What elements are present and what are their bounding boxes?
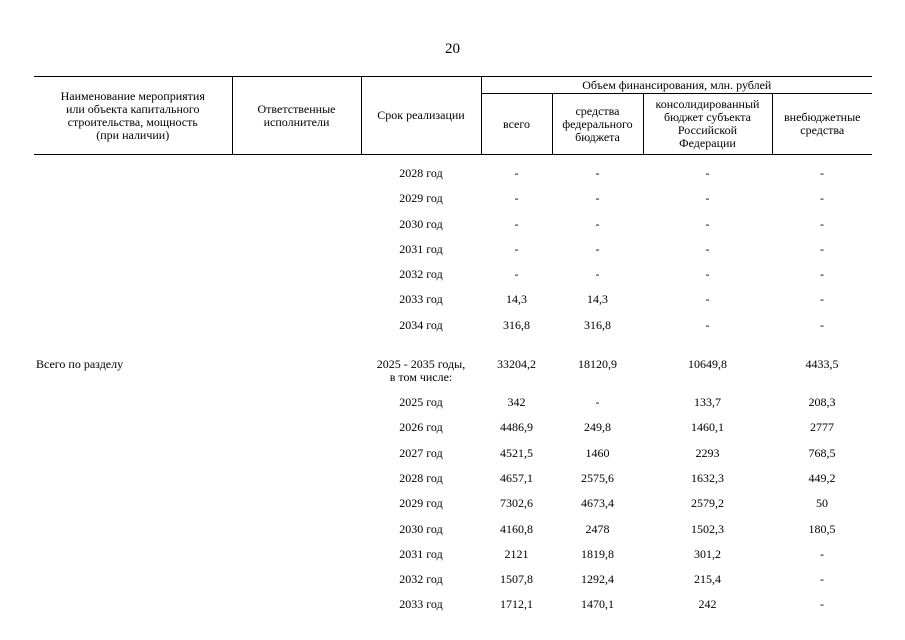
cell-federal: 1460 <box>585 445 610 460</box>
cell-federal: 14,3 <box>587 292 608 307</box>
cell-name <box>34 417 232 442</box>
cell-federal: 2575,6 <box>581 470 614 485</box>
cell-total: - <box>514 216 519 231</box>
cell-total: - <box>514 166 519 180</box>
cell-name <box>34 264 232 289</box>
cell-total: 342 <box>507 395 526 410</box>
cell-federal: 1292,4 <box>581 572 614 587</box>
cell-name <box>34 544 232 569</box>
cell-year: 2032 год <box>399 267 443 282</box>
cell-executors <box>232 214 361 239</box>
cell-federal: 1819,8 <box>581 546 614 561</box>
cell-extrabudget: 2777 <box>810 420 834 435</box>
cell-regional: 1460,1 <box>691 420 724 435</box>
cell-executors <box>232 569 361 594</box>
cell-extrabudget: - <box>820 191 824 206</box>
table-row <box>34 264 872 289</box>
cell-extrabudget: - <box>820 292 824 307</box>
cell-year: 2030 год <box>399 521 443 536</box>
table-row <box>34 163 872 188</box>
cell-regional: 10649,8 <box>688 357 727 372</box>
cell-name <box>34 214 232 239</box>
table-row <box>34 214 872 239</box>
header-total: всего <box>481 94 552 155</box>
cell-federal: 4673,4 <box>581 496 614 511</box>
cell-total: 4160,8 <box>500 521 533 536</box>
cell-name <box>34 239 232 264</box>
cell-executors <box>232 392 361 417</box>
cell-total: 4486,9 <box>500 420 533 435</box>
cell-executors <box>232 493 361 518</box>
cell-year: 2028 год <box>399 470 443 485</box>
cell-total: 2121 <box>504 546 529 561</box>
cell-executors <box>232 188 361 213</box>
cell-regional: 215,4 <box>694 572 721 587</box>
header-executors: Ответственные исполнители <box>232 77 361 155</box>
cell-year: 2030 год <box>399 216 443 231</box>
cell-name <box>34 594 232 619</box>
cell-year: 2029 год <box>399 191 443 206</box>
cell-federal: - <box>595 241 600 256</box>
cell-year: 2031 год <box>399 241 443 256</box>
cell-federal: - <box>595 267 600 282</box>
table-row <box>34 519 872 544</box>
cell-year: 2033 год <box>399 292 443 307</box>
cell-regional: - <box>705 292 710 307</box>
cell-year: 2034 год <box>399 317 443 332</box>
table-row <box>34 569 872 594</box>
cell-name <box>34 392 232 417</box>
cell-executors <box>232 443 361 468</box>
cell-regional: - <box>705 216 710 231</box>
table-row <box>34 315 872 340</box>
cell-name <box>34 163 232 188</box>
cell-extrabudget: 449,2 <box>808 470 836 485</box>
cell-extrabudget: - <box>820 241 824 256</box>
table-row <box>34 289 872 314</box>
cell-extrabudget: 180,5 <box>808 521 836 536</box>
cell-extrabudget: 208,3 <box>808 395 836 410</box>
cell-name <box>34 289 232 314</box>
table-row <box>34 443 872 468</box>
cell-executors <box>232 354 361 392</box>
cell-federal: - <box>595 216 600 231</box>
cell-extrabudget: 768,5 <box>808 445 836 460</box>
cell-extrabudget: 50 <box>816 496 828 511</box>
cell-name <box>34 315 232 340</box>
table-row <box>34 392 872 417</box>
cell-year: 2033 год <box>399 597 443 612</box>
cell-name <box>34 468 232 493</box>
cell-extrabudget: - <box>820 546 824 561</box>
section-total-period: 2025 - 2035 годы, в том числе: <box>376 357 466 385</box>
cell-federal: 316,8 <box>584 317 611 332</box>
cell-extrabudget: - <box>820 216 824 231</box>
cell-executors <box>232 519 361 544</box>
cell-total: - <box>514 267 519 282</box>
header-funding: Объем финансирования, млн. рублей <box>481 77 872 94</box>
cell-executors <box>232 594 361 619</box>
funding-table <box>34 76 872 620</box>
page-number: 20 <box>445 41 460 57</box>
cell-regional: - <box>705 191 710 206</box>
cell-federal: 1470,1 <box>581 597 614 612</box>
cell-name <box>34 519 232 544</box>
cell-executors <box>232 315 361 340</box>
header-extrabudget: внебюджетные средства <box>772 94 872 155</box>
cell-extrabudget: - <box>820 166 824 180</box>
table-body <box>34 155 872 620</box>
cell-name <box>34 569 232 594</box>
cell-year: 2029 год <box>399 496 443 511</box>
cell-executors <box>232 264 361 289</box>
header-term: Срок реализации <box>361 77 481 155</box>
cell-executors <box>232 239 361 264</box>
cell-regional: 2293 <box>695 445 720 460</box>
cell-extrabudget: - <box>820 597 824 612</box>
table-row <box>34 468 872 493</box>
cell-regional: 301,2 <box>694 546 721 561</box>
cell-executors <box>232 417 361 442</box>
table-row <box>34 594 872 619</box>
cell-total: 4657,1 <box>500 470 533 485</box>
cell-total: 14,3 <box>506 292 527 307</box>
cell-year: 2026 год <box>399 420 443 435</box>
section-total-label: Всего по разделу <box>36 357 124 372</box>
cell-regional: - <box>705 241 710 256</box>
cell-federal: 18120,9 <box>578 357 617 372</box>
cell-total: 33204,2 <box>497 357 536 372</box>
table-row <box>34 188 872 213</box>
cell-name <box>34 493 232 518</box>
cell-executors <box>232 544 361 569</box>
header-name: Наименование мероприятия или объекта капитального строительства, мощность (при наличии) <box>34 77 232 155</box>
cell-regional: 133,7 <box>694 395 721 410</box>
cell-regional: 2579,2 <box>691 496 724 511</box>
cell-year: 2032 год <box>399 572 443 587</box>
cell-regional: 1632,3 <box>691 470 724 485</box>
cell-total: 1507,8 <box>500 572 533 587</box>
cell-federal: 2478 <box>585 521 610 536</box>
cell-name <box>34 188 232 213</box>
cell-executors <box>232 289 361 314</box>
table-row <box>34 239 872 264</box>
header-federal: средства федерального бюджета <box>552 94 643 155</box>
cell-regional: 242 <box>698 597 717 612</box>
cell-year: 2028 год <box>399 166 443 180</box>
cell-federal: - <box>595 191 600 206</box>
section-total-row <box>34 354 872 392</box>
cell-regional: - <box>705 166 710 180</box>
cell-name <box>34 443 232 468</box>
table-header <box>34 77 872 155</box>
cell-federal: 249,8 <box>584 420 611 435</box>
cell-total: 4521,5 <box>500 445 533 460</box>
cell-regional: 1502,3 <box>691 521 724 536</box>
cell-regional: - <box>705 317 710 332</box>
cell-extrabudget: - <box>820 317 824 332</box>
cell-total: 1712,1 <box>500 597 533 612</box>
table-row <box>34 544 872 569</box>
cell-executors <box>232 468 361 493</box>
header-regional: консолидированный бюджет субъекта Российской Федерации <box>643 94 772 155</box>
cell-extrabudget: - <box>820 267 824 282</box>
cell-federal: - <box>595 395 600 410</box>
cell-executors <box>232 163 361 188</box>
table-row <box>34 493 872 518</box>
cell-federal: - <box>595 166 600 180</box>
cell-year: 2027 год <box>399 445 443 460</box>
cell-regional: - <box>705 267 710 282</box>
cell-year: 2031 год <box>399 546 443 561</box>
cell-year: 2025 год <box>399 395 443 410</box>
cell-extrabudget: 4433,5 <box>805 357 839 372</box>
cell-total: 316,8 <box>503 317 530 332</box>
cell-extrabudget: - <box>820 572 824 587</box>
cell-total: 7302,6 <box>500 496 533 511</box>
cell-total: - <box>514 191 519 206</box>
table-row <box>34 417 872 442</box>
cell-total: - <box>514 241 519 256</box>
